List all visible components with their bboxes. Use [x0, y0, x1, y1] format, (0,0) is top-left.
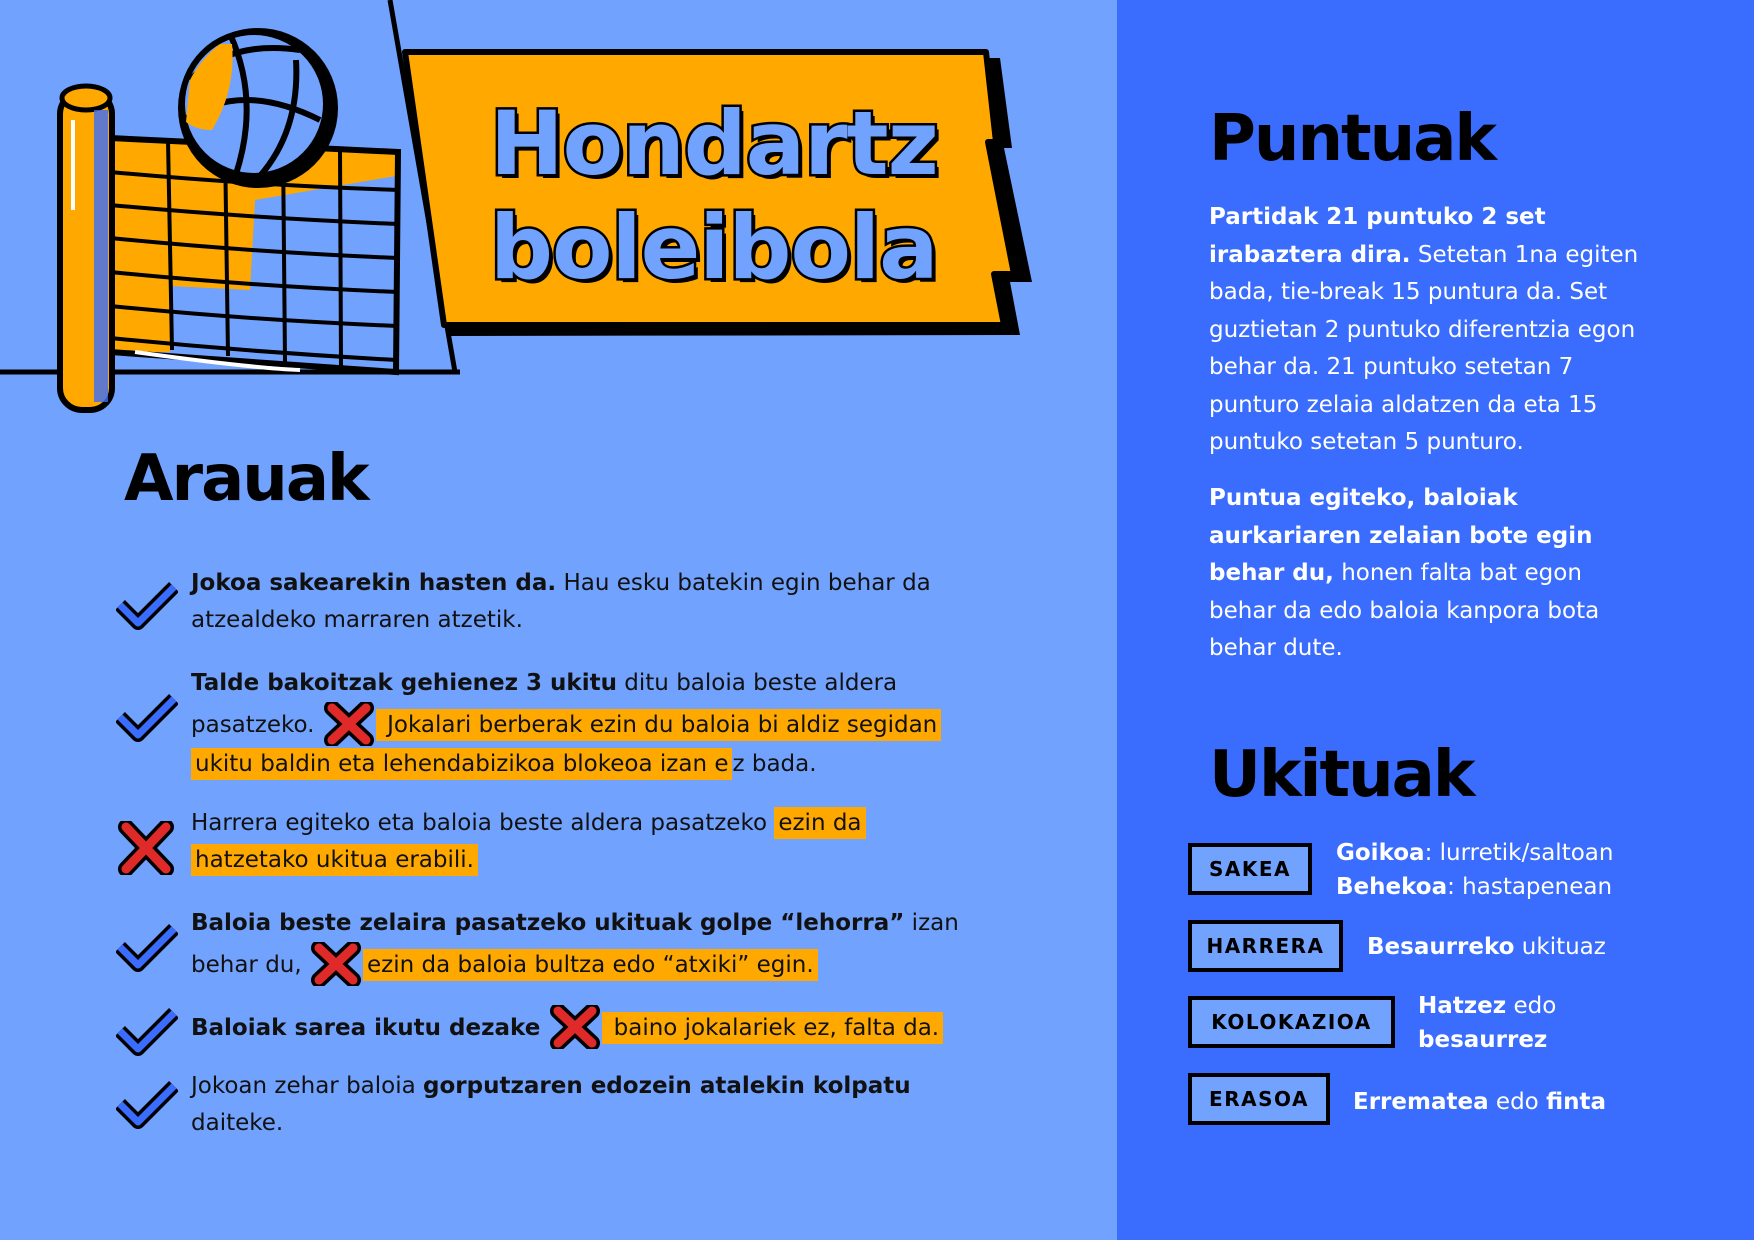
rules-heading: Arauak [124, 442, 368, 516]
touch-desc-text: ukituaz [1514, 934, 1606, 960]
cross-icon [550, 1005, 600, 1049]
page-title [490, 92, 970, 300]
check-icon [116, 1078, 178, 1132]
rule-bold: Talde bakoitzak gehienez 3 ukitu [191, 670, 617, 696]
points-p2-text: honen falta bat egon behar da edo baloia kanpora bota behar dute. [1209, 560, 1600, 661]
rule-text [191, 905, 971, 986]
touch-tag-erasoa: ERASOA [1188, 1073, 1330, 1125]
touch-desc-kolokazioa [1418, 989, 1556, 1057]
rule-highlight: ezin da baloia bultza edo “atxiki” egin. [363, 949, 818, 981]
title-line-1: Hondartz [490, 92, 938, 195]
rule-highlight: baino jokalariek ez, falta da. [602, 1012, 943, 1044]
rule-bold: gorputzaren edozein atalekin kolpatu [423, 1073, 911, 1099]
check-icon [116, 921, 178, 975]
touch-desc-bold: Goikoa [1336, 840, 1425, 866]
title-line-2: boleibola [490, 196, 938, 299]
check-icon [116, 579, 178, 633]
touch-desc-text: edo [1506, 993, 1557, 1019]
touch-tag-sakea: SAKEA [1188, 843, 1312, 895]
rule-text [191, 1005, 971, 1049]
rule-body: izan behar du, [191, 910, 959, 978]
rule-text [191, 1068, 971, 1142]
touch-tag-harrera: HARRERA [1188, 920, 1343, 972]
check-icon [116, 1005, 178, 1059]
rule-bold: Jokoa sakearekin hasten da. [191, 570, 557, 596]
touch-desc-bold: Hatzez [1418, 993, 1507, 1019]
volleyball-icon [178, 28, 338, 188]
rule-body: Jokoan zehar baloia [191, 1073, 424, 1099]
touch-desc-bold: besaurrez [1418, 1027, 1548, 1053]
rule-bold: Baloia beste zelaira pasatzeko ukituak golpe “lehorra” [191, 910, 905, 936]
rule-body: Harrera egiteko eta baloia beste aldera pasatzeko [191, 810, 775, 836]
points-paragraph-2 [1209, 480, 1649, 668]
points-p1-bold: Partidak 21 puntuko 2 set irabaztera dira. [1209, 204, 1546, 268]
rule-text [191, 665, 971, 783]
rule-body: Hau esku batekin egin behar da atzealdeko marraren atzetik. [191, 570, 931, 633]
rule-text [191, 565, 971, 639]
rule-highlight: Jokalari berberak ezin du baloia bi aldiz segidan ukitu baldin eta lehendabizikoa blokeoa izan e [191, 709, 941, 780]
points-p1-text: Setetan 1na egiten bada, tie-break 15 puntura da. Set guztietan 2 puntuko diferentzia egon behar da. 21 puntuko setetan 7 punturo zelaia aldatzen da eta 15 puntuko setetan 5 punturo. [1209, 241, 1639, 455]
points-heading: Puntuak [1209, 102, 1495, 176]
rule-body: ditu baloia beste aldera pasatzeko. [191, 670, 898, 738]
touch-desc-erasoa [1353, 1085, 1606, 1119]
touch-desc-harrera [1367, 930, 1606, 964]
cross-icon [311, 942, 361, 986]
touch-desc-bold: Behekoa [1336, 874, 1448, 900]
touch-desc-sakea [1336, 836, 1613, 904]
rule-bold: Baloiak sarea ikutu dezake [191, 1015, 549, 1041]
touch-desc-bold: finta [1546, 1089, 1606, 1115]
touch-desc-text: : hastapenean [1447, 874, 1613, 900]
check-icon [116, 691, 178, 745]
touch-desc-bold: Besaurreko [1367, 934, 1515, 960]
touch-desc-bold: Errematea [1353, 1089, 1489, 1115]
rule-text [191, 805, 971, 879]
points-paragraph-1 [1209, 199, 1649, 462]
rule-tail: z bada. [732, 751, 817, 777]
rule-highlight: ezin da hatzetako ukitua erabili. [191, 807, 866, 876]
touches-heading: Ukituak [1209, 738, 1474, 812]
cross-icon [116, 821, 178, 875]
cross-icon [324, 702, 374, 746]
touch-tag-kolokazioa: KOLOKAZIOA [1188, 996, 1395, 1048]
rule-tail: daiteke. [191, 1110, 284, 1136]
touch-desc-text: edo [1488, 1089, 1547, 1115]
points-p2-bold: Puntua egiteko, baloiak aurkariaren zelaian bote egin behar du, [1209, 485, 1593, 586]
touch-desc-text: : lurretik/saltoan [1424, 840, 1614, 866]
